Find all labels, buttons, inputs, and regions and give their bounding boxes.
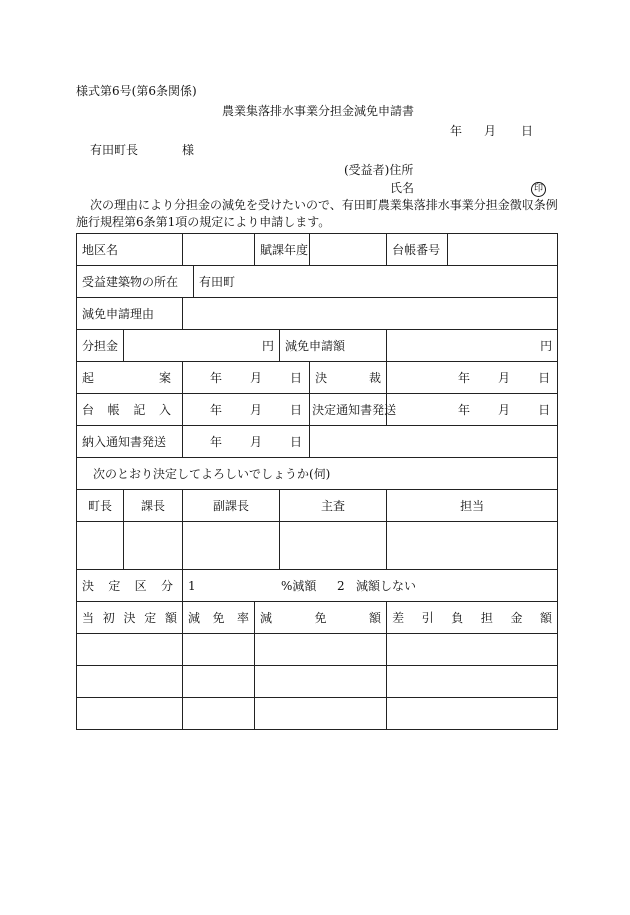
section-chief-seal-box[interactable] [124,522,183,570]
district-label: 地区名 [77,234,183,266]
request-amount-yen[interactable]: 円 [387,330,558,362]
deputy-chief-seal-box[interactable] [183,522,280,570]
staff-label: 担当 [387,490,558,522]
addressee-honorific: 様 [182,143,195,157]
decision-label: 決 裁 [310,362,387,394]
decision-date[interactable]: 年 月 日 [387,362,558,394]
seal-mark [531,180,546,197]
row-amount-headers [77,602,558,634]
draft-label: 起 案 [77,362,183,394]
date-year: 年 [450,124,463,138]
row-draft-decision [77,362,558,394]
addressee-name: 有田町長 [90,143,139,157]
row-amount [77,330,558,362]
decision-notice-date[interactable]: 年 月 日 [387,394,558,426]
seal-icon: 印 [531,182,546,197]
application-form-table [76,233,558,730]
row-approver-titles [77,490,558,522]
ledger-entry-date[interactable]: 年 月 日 [183,394,310,426]
row-building-location [77,266,558,298]
option-2-text: 減額しない [356,579,417,593]
staff-seal-box[interactable] [387,522,558,570]
decision-class-label: 決 定 区 分 [77,570,183,602]
row-decision-class [77,570,558,602]
building-location-label: 受益建築物の所在 [77,266,194,298]
share-label: 分担金 [77,330,124,362]
date-month: 月 [484,124,497,138]
option-1-number: 1 [188,578,196,593]
row-district [77,234,558,266]
mayor-seal-box[interactable] [77,522,124,570]
decision-notice-label: 決定通知書発送 [310,394,387,426]
table-row [77,634,558,666]
applicant-name-label: 氏名 [390,181,415,195]
option-1-text: %減額 [281,579,317,593]
payment-notice-date[interactable]: 年 月 日 [183,426,310,458]
payment-notice-blank [310,426,558,458]
district-value[interactable] [183,234,255,266]
option-2-number: 2 [337,579,345,593]
table-row [77,666,558,698]
applicant-address-label: (受益者)住所 [344,163,414,177]
date-day: 日 [521,124,534,138]
date-line [450,124,534,138]
row-reason [77,298,558,330]
row-payment-notice [77,426,558,458]
building-location-value[interactable]: 有田町 [194,266,558,298]
payment-notice-label: 納入通知書発送 [77,426,183,458]
chief-staff-label: 主査 [280,490,387,522]
row-ledger-entry [77,394,558,426]
reduction-rate-header: 減 免 率 [183,602,255,634]
reason-value[interactable] [183,298,558,330]
ledger-no-value[interactable] [448,234,558,266]
decision-class-options[interactable] [183,570,558,602]
ledger-entry-label: 台 帳 記 入 [77,394,183,426]
deputy-chief-label: 副課長 [183,490,280,522]
section-chief-label: 課長 [124,490,183,522]
draft-date[interactable]: 年 月 日 [183,362,310,394]
row-approver-seals [77,522,558,570]
balance-amount-header: 差 引 負 担 金 額 [387,602,558,634]
request-amount-label: 減免申請額 [280,330,387,362]
form-number: 様式第6号(第6条関係) [76,84,197,98]
table-row [77,698,558,730]
document-title: 農業集落排水事業分担金減免申請書 [222,104,415,118]
initial-amount-header: 当 初 決 定 額 [77,602,183,634]
share-yen[interactable]: 円 [124,330,280,362]
mayor-label: 町長 [77,490,124,522]
reduction-amount-header: 減 免 額 [255,602,387,634]
reason-label: 減免申請理由 [77,298,183,330]
tax-year-value[interactable] [310,234,387,266]
intro-line-2: 施行規程第6条第1項の規定により申請します。 [76,215,331,229]
chief-staff-seal-box[interactable] [280,522,387,570]
row-approval-request [77,458,558,490]
intro-line-1: 次の理由により分担金の減免を受けたいので、有田町農業集落排水事業分担金徴収条例 [90,198,558,212]
tax-year-label: 賦課年度 [255,234,310,266]
ledger-no-label: 台帳番号 [387,234,448,266]
approval-request-text: 次のとおり決定してよろしいでしょうか(伺) [77,458,558,490]
